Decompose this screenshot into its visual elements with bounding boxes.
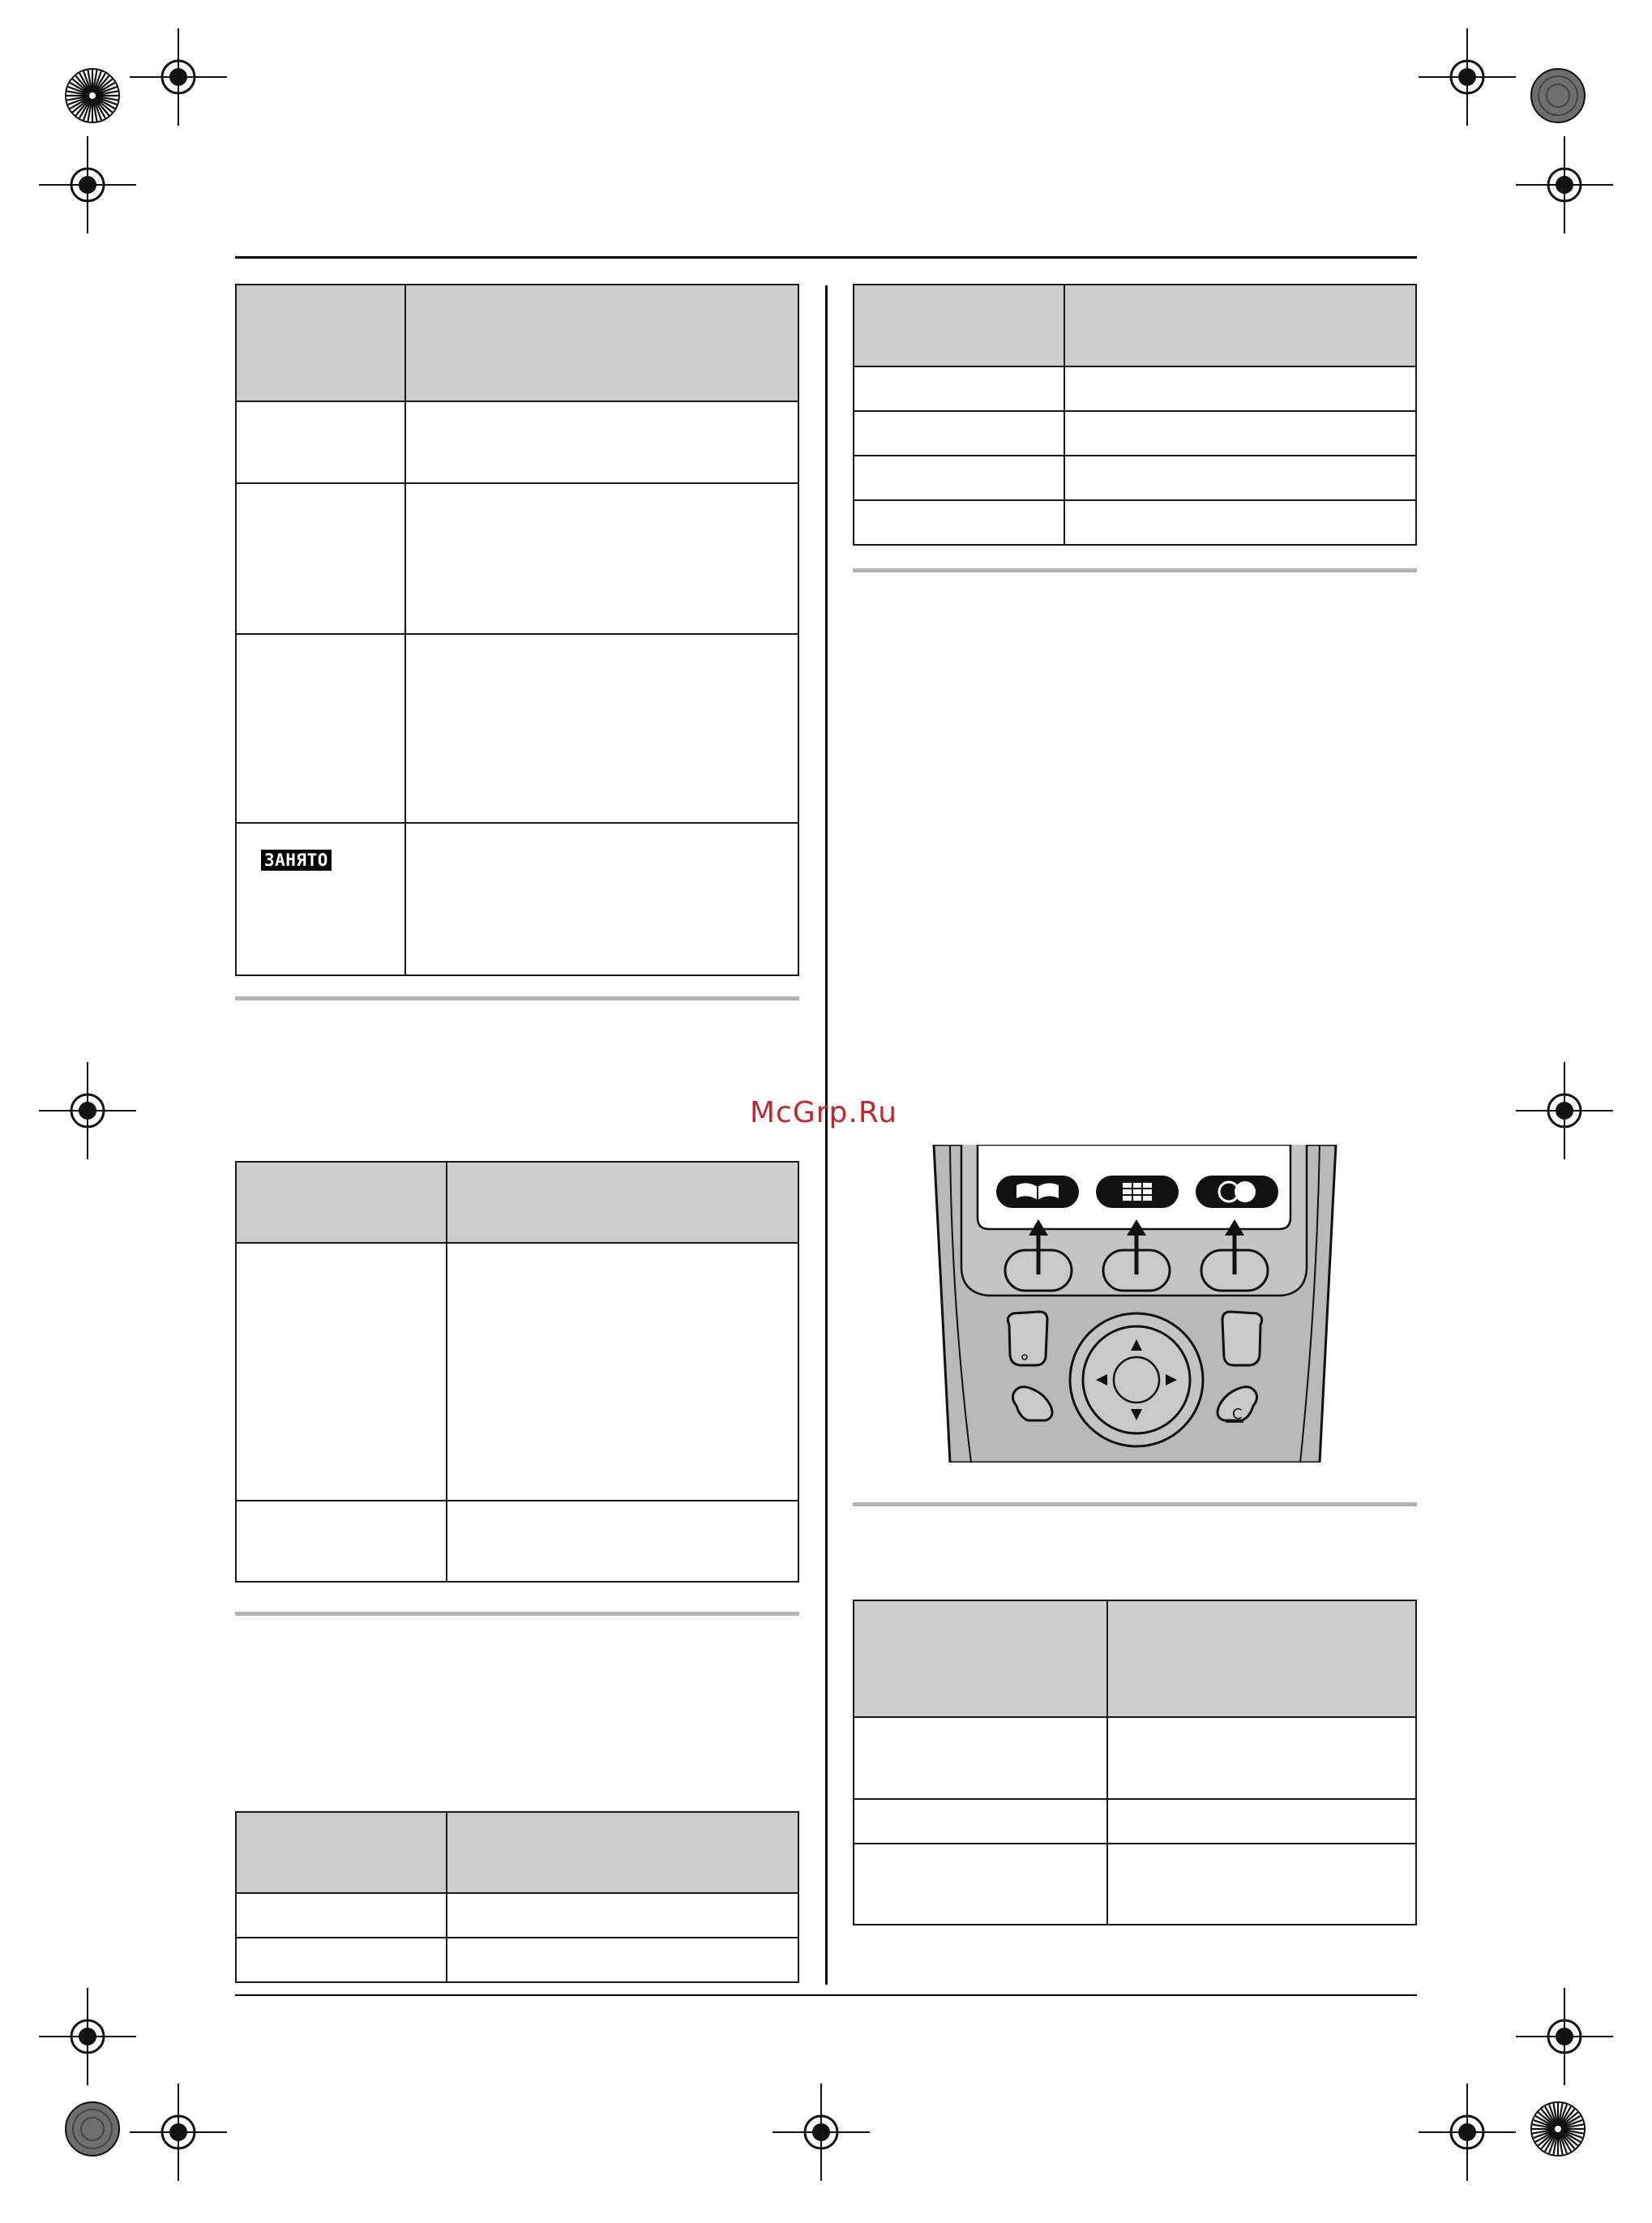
table-cell	[854, 1844, 1107, 1925]
table-cell	[1107, 1844, 1416, 1925]
table-header-cell	[854, 1600, 1107, 1717]
right-table-1	[853, 284, 1417, 546]
right-table-2	[853, 1600, 1417, 1925]
header-rule	[235, 256, 1417, 259]
table-cell	[405, 401, 798, 483]
phonebook-book-icon	[996, 1176, 1079, 1208]
intercom-circles-icon	[1196, 1176, 1278, 1208]
clear-key-label: C	[1232, 1406, 1243, 1423]
table-cell	[447, 1243, 798, 1501]
section-rule	[853, 568, 1417, 572]
table-cell	[405, 634, 798, 823]
left-table-1	[235, 284, 799, 976]
column-divider	[825, 285, 828, 1985]
table-cell	[236, 401, 405, 483]
table-cell	[236, 483, 405, 634]
table-cell	[1064, 411, 1416, 456]
registration-crosshair-icon	[39, 136, 136, 233]
table-header-cell	[1107, 1600, 1416, 1717]
table-cell	[236, 1893, 447, 1938]
table-cell	[1107, 1799, 1416, 1844]
table-cell	[854, 1717, 1107, 1799]
section-rule	[235, 996, 799, 1000]
section-rule	[853, 1502, 1417, 1506]
table-cell	[447, 1938, 798, 1982]
left-table-2	[235, 1161, 799, 1583]
registration-crosshair-icon	[1516, 1988, 1613, 2085]
handset-keypad-illustration	[932, 1145, 1337, 1463]
table-header-cell	[447, 1162, 798, 1243]
table-header-cell	[1064, 285, 1416, 366]
sunburst-registration-icon	[63, 2100, 122, 2158]
table-cell	[854, 411, 1064, 456]
display-busy-badge: ЗАНЯТО	[261, 850, 332, 871]
registration-crosshair-icon	[39, 1062, 136, 1159]
registration-crosshair-icon	[1516, 136, 1613, 233]
registration-crosshair-icon	[773, 2084, 870, 2181]
footer-rule	[235, 1994, 1417, 1996]
section-rule	[235, 1612, 799, 1616]
table-cell	[1064, 366, 1416, 411]
table-cell	[1064, 456, 1416, 500]
table-cell	[1107, 1717, 1416, 1799]
table-cell	[854, 366, 1064, 411]
table-cell	[405, 483, 798, 634]
table-cell	[236, 823, 405, 975]
table-cell	[236, 1243, 447, 1501]
table-header-cell	[236, 285, 405, 401]
registration-crosshair-icon	[1419, 2084, 1516, 2181]
table-cell	[1064, 500, 1416, 545]
table-cell	[236, 1501, 447, 1582]
table-cell	[854, 456, 1064, 500]
watermark-text: McGrp.Ru	[750, 1096, 898, 1129]
sunburst-registration-icon	[1529, 66, 1587, 125]
table-cell	[447, 1893, 798, 1938]
table-cell	[447, 1501, 798, 1582]
table-header-cell	[854, 285, 1064, 366]
table-cell	[405, 823, 798, 975]
table-header-cell	[236, 1162, 447, 1243]
table-cell	[854, 500, 1064, 545]
table-cell	[236, 634, 405, 823]
table-cell	[236, 1938, 447, 1982]
table-header-cell	[405, 285, 798, 401]
sunburst-registration-icon	[1529, 2100, 1587, 2158]
registration-crosshair-icon	[1419, 28, 1516, 126]
registration-crosshair-icon	[1516, 1062, 1613, 1159]
table-cell	[854, 1799, 1107, 1844]
sunburst-registration-icon	[63, 66, 122, 125]
table-header-cell	[236, 1812, 447, 1893]
menu-grid-icon	[1096, 1176, 1179, 1208]
registration-crosshair-icon	[130, 2084, 227, 2181]
left-table-3	[235, 1811, 799, 1983]
table-header-cell	[447, 1812, 798, 1893]
registration-crosshair-icon	[130, 28, 227, 126]
registration-crosshair-icon	[39, 1988, 136, 2085]
